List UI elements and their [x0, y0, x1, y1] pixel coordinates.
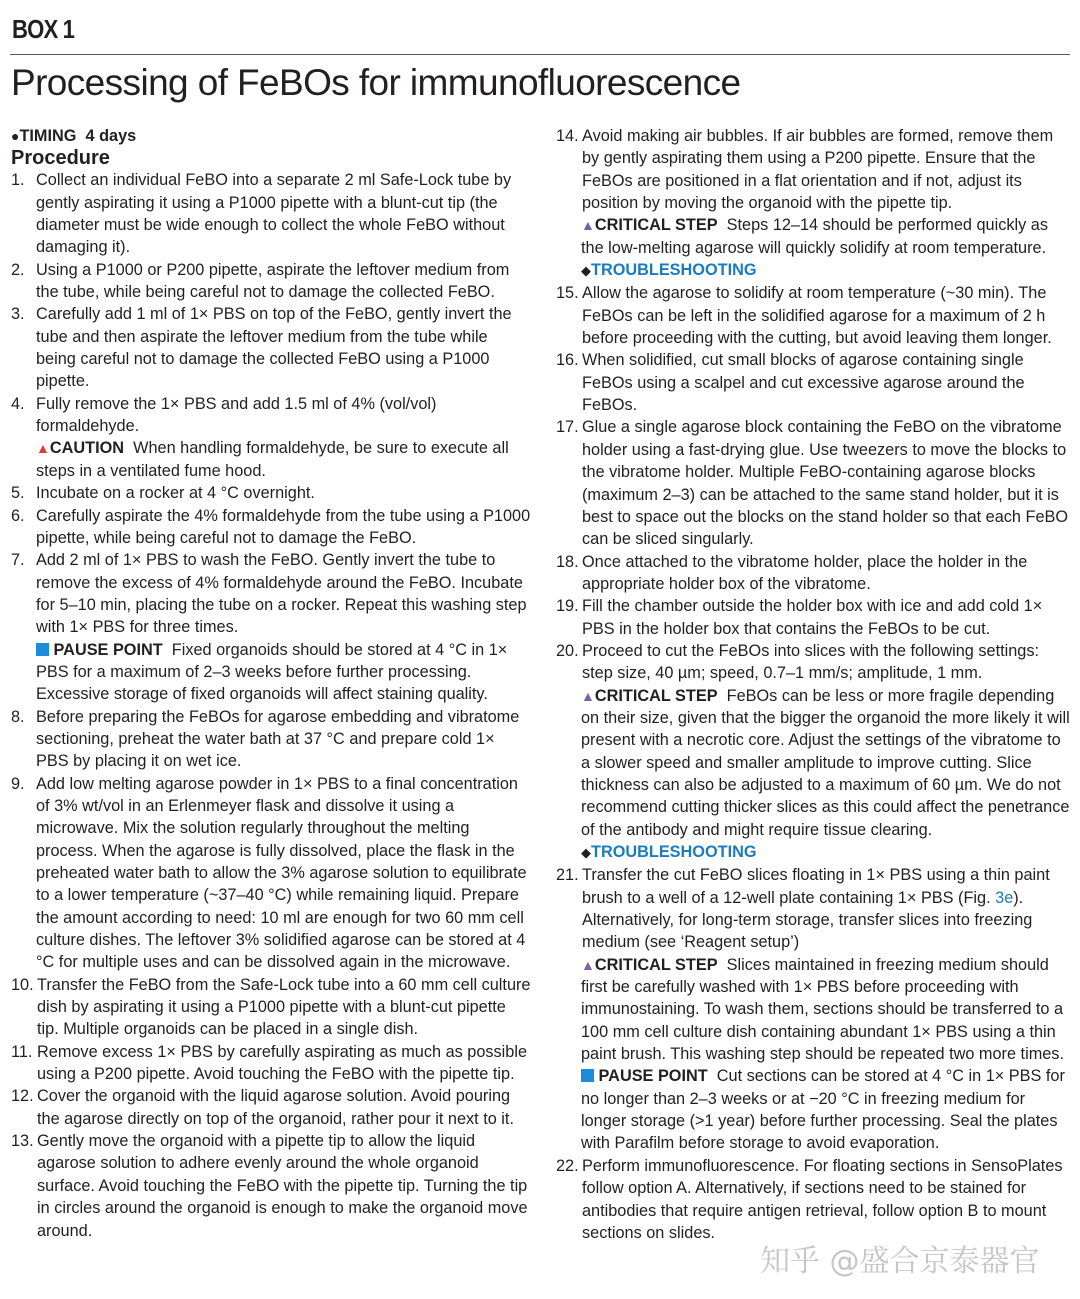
step-15: 15. Allow the agarose to solidify at room temperature (~30 min). The FeBOs can be left in the solidified agarose for a maximum of 2 h before proceeding with the cutting, but avoid leaving them longer. [556, 284, 1052, 348]
step-14: 14. Avoid making air bubbles. If air bubbles are formed, remove them by gently aspirating them using a P200 pipette. Ensure that the FeBOs are positioned in a flat orientation and if not, adjust its position by moving the organoid with the pipette tip. [556, 127, 1054, 213]
step-12: 12. Cover the organoid with the liquid agarose solution. Avoid pouring the agarose directly on top of the organoid, rather pour it next to it. [11, 1087, 514, 1128]
timing-line [11, 125, 531, 147]
pause-square-icon [581, 1069, 594, 1082]
step-1: 1. Collect an individual FeBO into a separate 2 ml Safe-Lock tube by gently aspirating it using a P1000 pipette with a blunt-cut tip (the diameter must be wide enough to collect the whole FeBO without damaging it). [11, 171, 512, 257]
critical-label: CRITICAL STEP [594, 686, 718, 705]
timing-label: TIMING [19, 127, 77, 145]
pause-label: PAUSE POINT [598, 1067, 708, 1086]
step-17: 17. Glue a single agarose block containing the FeBO on the vibratome holder using a fast-drying glue. Use tweezers to move the blocks to the vibratome holder. Multiple FeBO-containing agarose blocks (maximum 2–3) can be attached to the same stand holder, but it is best to space out the blocks on the stand holder so that each FeBO can be sliced singularly. [556, 418, 1069, 549]
troubleshooting-label[interactable]: TROUBLESHOOTING [591, 843, 757, 861]
warning-triangle-icon: ▲ [36, 440, 50, 457]
step-3: 3. Carefully add 1 ml of 1× PBS on top of the FeBO, gently invert the tube and then aspirate the leftover medium from the tube while being careful not to damage the collected FeBO using a P1000 pipette. [11, 305, 512, 391]
critical-step-note-3: ▲CRITICAL STEP Slices maintained in freezing medium should first be carefully washed with 1× PBS before proceeding with immunostaining. To wash them, sections should be transferred to a 100 mm cell culture dish containing abundant 1× PBS using a thin paint brush. This washing step should be repeated two more times. [581, 955, 1064, 1064]
step-8: 8. Before preparing the FeBOs for agarose embedding and vibratome sectioning, preheat the water bath at 37 °C and prepare cold 1× PBS by placing it on wet ice. [11, 707, 520, 771]
step-6: 6. Carefully aspirate the 4% formaldehyde from the tube using a P1000 pipette, while being careful not to damage the FeBO. [11, 506, 531, 547]
pause-point-note-2: PAUSE POINT Cut sections can be stored at 4 °C in 1× PBS for no longer than 2–3 weeks or at −20 °C in freezing medium for longer storage (>1 year) before further processing. Seal the plates with Parafilm before storage to avoid evaporation. [581, 1067, 1065, 1153]
step-4: 4. Fully remove the 1× PBS and add 1.5 ml of 4% (vol/vol) formaldehyde. [11, 394, 437, 436]
critical-label: CRITICAL STEP [594, 955, 718, 974]
box-label: BOX 1 [12, 14, 75, 44]
procedure-heading: Procedure [11, 147, 110, 170]
step-7: 7. Add 2 ml of 1× PBS to wash the FeBO. Gently invert the tube to remove the excess of 4% formaldehyde around the FeBO. Incubate for 5–10 min, placing the tube on a rocker. Repeat this washing step with 1× PBS for three times. [11, 551, 527, 637]
right-column [556, 125, 1071, 1244]
pause-label: PAUSE POINT [53, 640, 163, 659]
critical-label: CRITICAL STEP [594, 216, 718, 235]
step-16: 16. When solidified, cut small blocks of agarose containing single FeBOs using a scalpel and cut excessive agarose around the FeBOs. [556, 351, 1025, 415]
step-22: 22. Perform immunofluorescence. For floating sections in SensoPlates follow option A. Alternatively, if sections need to be stained for antibodies that require antigen retrieval, follow option B to mount sections on slides. [556, 1156, 1063, 1242]
page-title: Processing of FeBOs for immunofluorescence [11, 62, 741, 103]
left-column [11, 125, 531, 1242]
step-9: 9. Add low melting agarose powder in 1× PBS to a final concentration of 3% wt/vol in an Erlenmeyer flask and dissolve it using a microwave. Mix the solution regularly throughout the melting process. When the agarose is fully dissolved, place the flask in the preheated water bath to allow the 3% agarose solution to equilibrate to a lower temperature (~37–40 °C) while remaining liquid. Prepare the amount according to need: 10 ml are enough for two 60 mm cell culture dishes. The leftover 3% solidified agarose can be stored at 4 °C for multiple uses and can be dissolved again in the microwave. [11, 774, 527, 972]
diamond-icon: ◆ [581, 845, 591, 860]
critical-step-note-1: ▲CRITICAL STEP Steps 12–14 should be performed quickly as the low-melting agarose will quickly solidify at room temperature. [581, 216, 1048, 257]
caution-label: CAUTION [49, 439, 125, 458]
critical-triangle-icon: ▲ [581, 956, 595, 973]
step-10: 10. Transfer the FeBO from the Safe-Lock tube into a 60 mm cell culture dish by aspirating it using a P1000 pipette with a blunt-cut pipette tip. Multiple organoids can be placed in a single dish. [11, 975, 531, 1039]
troubleshooting-1[interactable] [556, 259, 1071, 282]
troubleshooting-label[interactable]: TROUBLESHOOTING [591, 261, 757, 280]
critical-step-note-2: ▲CRITICAL STEP FeBOs can be less or more fragile depending on their size, given that the bigger the organoid the more likely it will present with a necrotic core. Adjust the settings of the vibratome to a slower speed and smaller amplitude to improve cutting. Slice thickness can also be adjusted to a maximum of 60 µm. We do not recommend cutting thicker slices as this could affect the penetrance of the antibody and might require tissue clearing. [581, 686, 1070, 839]
watermark: 知乎 @盛合京泰器官 [760, 1244, 1040, 1279]
diamond-icon: ◆ [581, 263, 591, 279]
figure-link[interactable]: 3e [995, 888, 1014, 907]
step-18: 18. Once attached to the vibratome holder, place the holder in the appropriate holder box of the vibratome. [556, 552, 1028, 593]
step-5: 5. Incubate on a rocker at 4 °C overnight. [11, 484, 315, 503]
pause-point-note: PAUSE POINT Fixed organoids should be stored at 4 °C in 1× PBS for a maximum of 2–3 weeks before further processing. Excessive storage of fixed organoids will affect staining quality. [36, 640, 508, 704]
step-11: 11. Remove excess 1× PBS by carefully aspirating as much as possible using a P200 pipette. Avoid touching the FeBO with the pipette tip. [11, 1042, 528, 1084]
critical-triangle-icon: ▲ [581, 217, 595, 234]
step-20: 20. Proceed to cut the FeBOs into slices with the following settings: step size, 40 µm; speed, 0.7–1 mm/s; amplitude, 1 mm. [556, 641, 1040, 683]
timing-value: 4 days [85, 127, 137, 145]
troubleshooting-2[interactable] [556, 841, 1071, 864]
bullet-icon: ● [11, 128, 20, 144]
pause-square-icon [36, 643, 49, 656]
step-19: 19. Fill the chamber outside the holder box with ice and add cold 1× PBS in the holder box that contains the FeBOs to be cut. [556, 597, 1043, 638]
step-2: 2. Using a P1000 or P200 pipette, aspirate the leftover medium from the tube, while being careful not to damage the collected FeBO. [11, 260, 510, 302]
critical-triangle-icon: ▲ [581, 687, 595, 704]
caution-note: ▲CAUTION When handling formaldehyde, be sure to execute all steps in a ventilated fume hood. [36, 439, 509, 480]
header-rule [10, 54, 1070, 55]
step-13: 13. Gently move the organoid with a pipette tip to allow the liquid agarose solution to adhere evenly around the whole organoid surface. Avoid touching the FeBO with the pipette tip. Turning the tip in circles around the organoid is enough to make the organoid move around. [11, 1132, 528, 1240]
step-21: 21. Transfer the cut FeBO slices floating in 1× PBS using a thin paint brush to a well of a 12-well plate containing 1× PBS (Fig. 3e). Alternatively, for long-term storage, transfer slices into freezing medium (see ‘Reagent setup’) [556, 866, 1050, 952]
